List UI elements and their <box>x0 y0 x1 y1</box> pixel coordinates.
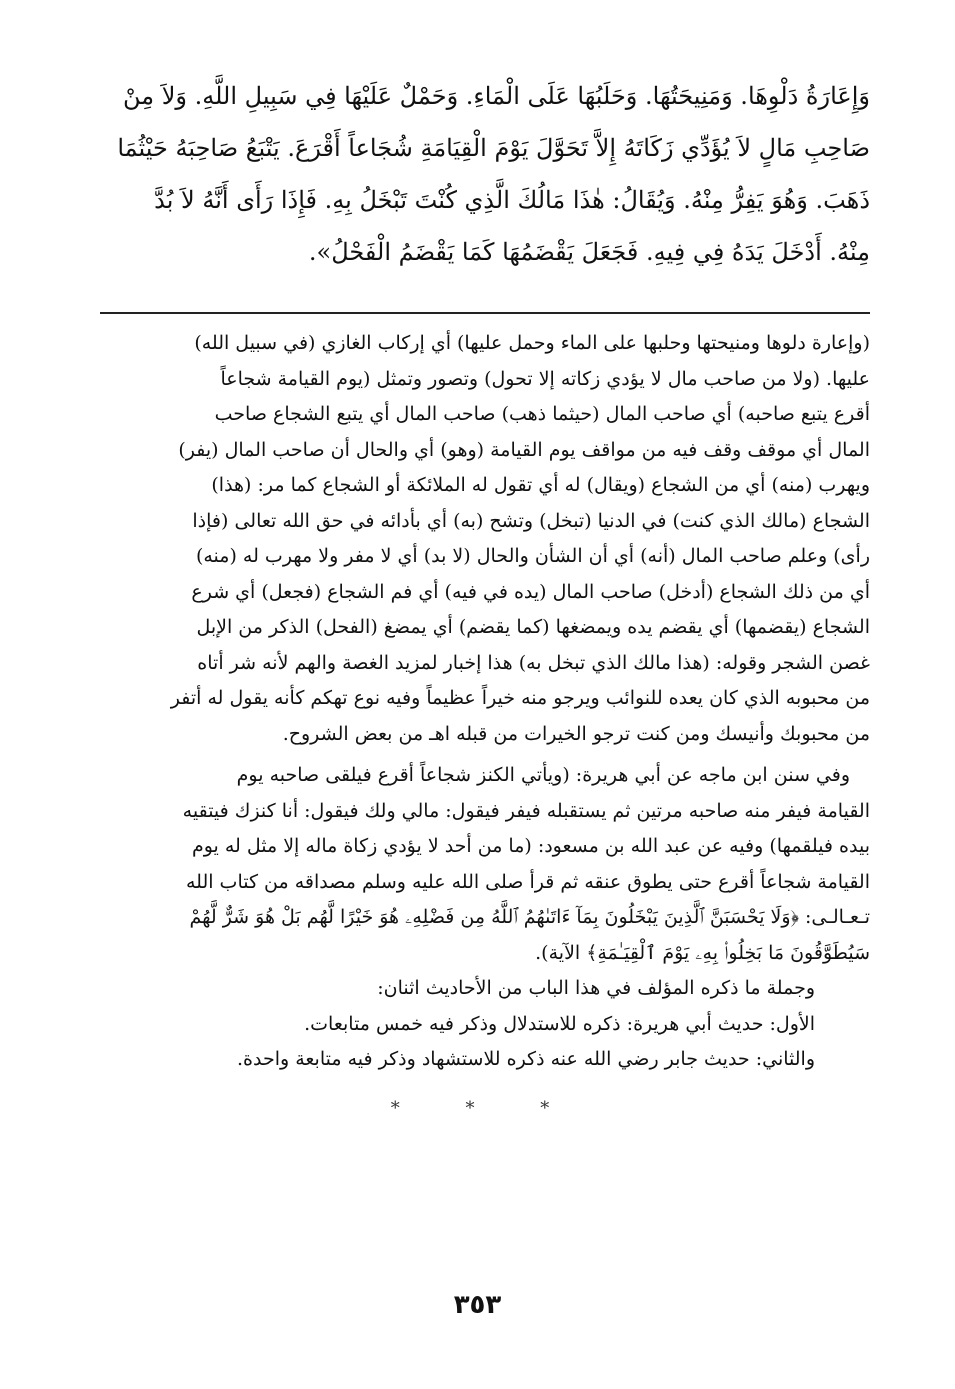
commentary-line: وفي سنن ابن ماجه عن أبي هريرة: (ويأتي الكنز شجاعاً أقرع فيلقى صاحبه يوم <box>236 764 850 786</box>
page-number: ٣٥٣ <box>453 1290 502 1320</box>
commentary-line: رأى) وعلم صاحب المال (أنه) أي أن الشأن والحال (لا بد) أي لا مفر ولا مهرب له (منه) <box>195 545 870 567</box>
section-divider <box>100 312 870 314</box>
commentary-line: أي من ذلك الشجاع (أدخل) صاحب المال (يده في فيه) أي فم الشجاع (فجعل) أي شرع <box>191 580 870 603</box>
commentary-line: الشجاع (مالك الذي كنت) في الدنيا (تبخل) وتشح (به) أي بأدائه في حق الله تعالى (فإذا <box>192 509 870 532</box>
summary-second-hadith: والثاني: حديث جابر رضي الله عنه ذكره للاستشهاد وذكر فيه متابعة واحدة. <box>237 1048 815 1070</box>
section-end-stars: * * * <box>390 1097 580 1119</box>
commentary-line: عليها. (ولا من صاحب مال لا يؤدي زكاته إلا تحول) وتصور وتمثل (يوم القيامة شجاعاً <box>220 367 870 390</box>
commentary-line: أقرع يتبع صاحبه) أي صاحب المال (حيثما ذهب) صاحب المال أي يتبع الشجاع صاحب <box>214 403 870 425</box>
summary-intro: وجملة ما ذكره المؤلف في هذا الباب من الأحاديث اثنان: <box>377 977 815 999</box>
hadith-line: وَإِعَارَةُ دَلْوِهَا. وَمَنِيحَتُهَا. وَحَلَبُهَا عَلَى الْمَاءِ. وَحَمْلٌ عَلَيْهَا فِي سَبِيلِ اللَّهِ. وَلاَ مِنْ <box>122 82 870 110</box>
commentary-line: من محبوبك وأنيسك ومن كنت ترجو الخيرات من قبله اهـ من بعض الشروح. <box>282 722 870 745</box>
hadith-line: صَاحِبِ مَالٍ لاَ يُؤَدِّي زَكَاتَهُ إِلاَّ تَحَوَّلَ يَوْمَ الْقِيَامَةِ شُجَاعاً أَقْرَعَ. يَتْبَعُ صَاحِبَهُ حَيْثُمَا <box>117 134 870 162</box>
commentary-line: غصن الشجر وقوله: (هذا مالك الذي تبخل به) هذا إخبار لمزيد الغصة والهم لأنه شر أتاه <box>197 651 870 674</box>
commentary-line: (وإعارة دلوها ومنيحتها وحلبها على الماء وحمل عليها) أي إركاب الغازي (في سبيل الله) <box>194 332 870 354</box>
commentary-line: القيامة فيفر منه صاحبه مرتين ثم يستقبله فيفر فيقول: مالي ولك فيقول: أنا كنزك فيتقيه <box>182 799 870 822</box>
commentary-line: الشجاع (يقضمها) أي يقضم يده ويمضغها (كما يقضم) أي يمضغ (الفحل) الذكر من الإبل <box>196 616 870 638</box>
commentary-line: المال أي موقف وقف فيه من مواقف يوم القيامة (وهو) أي والحال أن صاحب المال (يفر) <box>178 438 870 461</box>
commentary-paragraph-2 <box>100 758 870 971</box>
quran-verse-line: سَيُطَوَّقُونَ مَا بَخِلُوا۟ بِهِۦ يَوْمَ ٱلْقِيَـٰمَةِ﴾ الآية). <box>535 941 870 964</box>
commentary-line: بيده فيلقمها) وفيه عن عبد الله بن مسعود: (ما من أحد لا يؤدي زكاة ماله إلا مثل له يوم <box>191 835 870 857</box>
hadith-text-block <box>100 70 870 278</box>
summary-first-hadith: الأول: حديث أبي هريرة: ذكره للاستدلال وذكر فيه خمس متابعات. <box>304 1012 815 1035</box>
commentary-line: ويهرب (منه) أي من الشجاع (ويقال) له أي تقول له الملائكة أو الشجاع كما مر: (هذا) <box>211 474 870 496</box>
hadith-line: مِنْهُ. أَدْخَلَ يَدَهُ فِي فِيهِ. فَجَعَلَ يَقْضَمُهَا كَمَا يَقْضَمُ الْفَحْلُ». <box>308 238 870 266</box>
commentary-line: من محبوبه الذي كان يعده للنوائب ويرجو منه خيراً عظيماً وفيه نوع تهكم كأنه يقول له أتفر <box>170 687 870 709</box>
commentary-line: القيامة شجاعاً أقرع حتى يطوق عنقه ثم قرأ صلى الله عليه وسلم مصداقه من كتاب الله <box>185 870 870 893</box>
commentary-block <box>100 326 870 1078</box>
hadith-line: ذَهَبَ. وَهُوَ يَفِرُّ مِنْهُ. وَيُقَالُ: هٰذَا مَالُكَ الَّذِي كُنْتَ تَبْخَلُ بِهِ. فَإِذَا رَأَى أَنَّهُ لاَ بُدَّ <box>154 186 870 214</box>
quran-verse-line: تـعـالـى: ﴿وَلَا يَحْسَبَنَّ ٱلَّذِينَ يَبْخَلُونَ بِمَآ ءَاتَىٰهُمُ ٱللَّهُ مِن فَضْلِهِۦ هُوَ خَيْرًا لَّهُم بَلْ هُوَ شَرٌّ لَّهُمْ <box>189 906 870 928</box>
